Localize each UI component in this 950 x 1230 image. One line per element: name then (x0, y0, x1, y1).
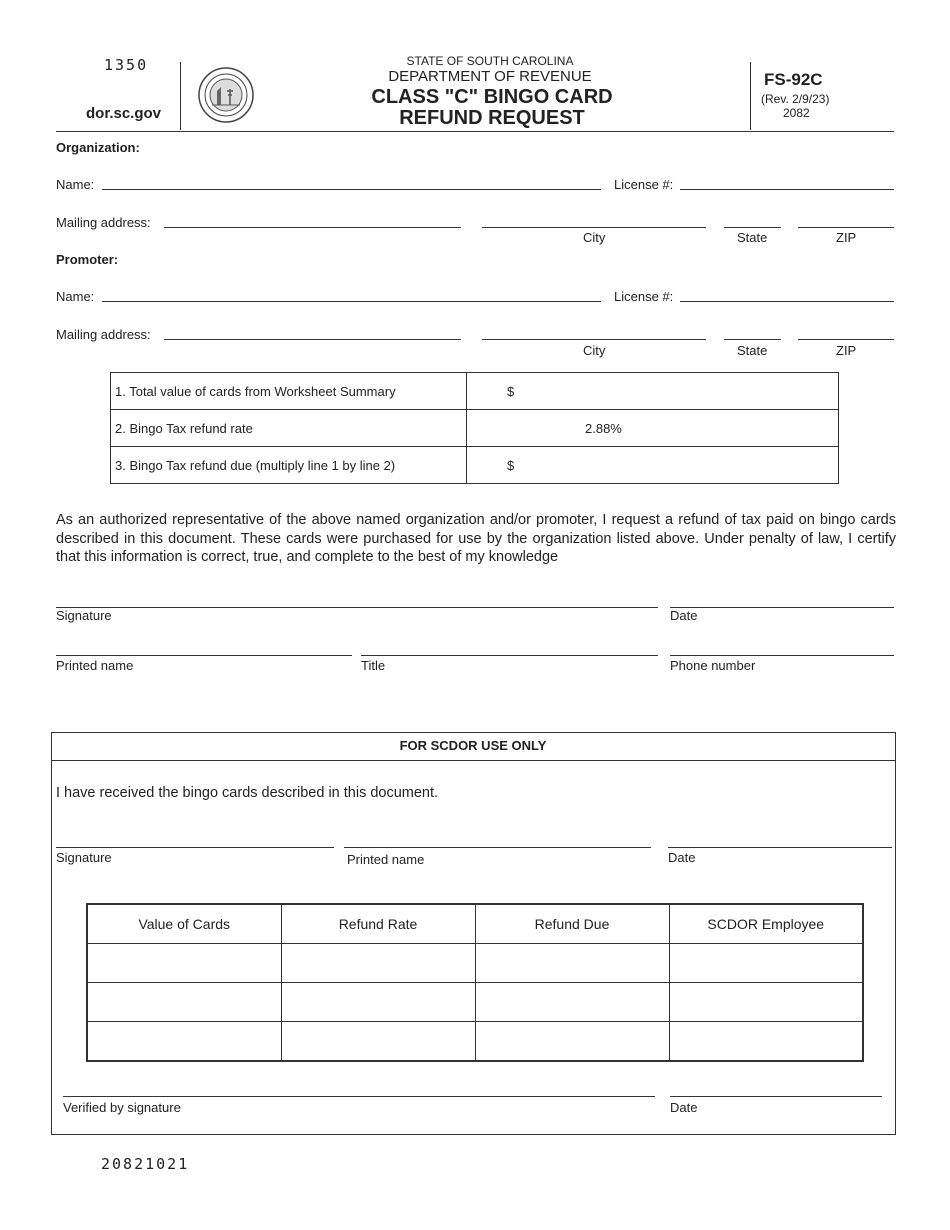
org-zip-label: ZIP (836, 230, 857, 245)
footer-barcode-number: 20821021 (101, 1155, 190, 1173)
office-signature-label: Signature (56, 850, 112, 865)
org-zip-field[interactable] (798, 227, 894, 228)
table-cell[interactable] (87, 1022, 281, 1062)
header-divider-left (180, 62, 181, 130)
org-name-field[interactable] (102, 189, 601, 190)
state-seal (197, 67, 255, 128)
table-cell[interactable] (475, 983, 669, 1022)
promoter-state-field[interactable] (724, 339, 781, 340)
promoter-city-label: City (583, 343, 606, 358)
promoter-zip-label: ZIP (836, 343, 857, 358)
promoter-state-label: State (737, 343, 768, 358)
table-cell[interactable] (281, 983, 475, 1022)
signature-label: Signature (56, 608, 112, 623)
table-cell[interactable] (87, 944, 281, 983)
state-name: STATE OF SOUTH CAROLINA (406, 54, 574, 68)
calc-line3-label: 3. Bingo Tax refund due (multiply line 1 by line 2) (111, 447, 467, 484)
department-name: DEPARTMENT OF REVENUE (388, 68, 592, 85)
col-value-of-cards: Value of Cards (87, 904, 281, 944)
org-license-field[interactable] (680, 189, 894, 190)
promoter-name-field[interactable] (102, 301, 601, 302)
office-printed-name-field[interactable] (344, 847, 651, 848)
office-received-text: I have received the bingo cards described in this document. (56, 785, 439, 801)
verified-signature-field[interactable] (63, 1096, 655, 1097)
refund-calculation-table (110, 372, 839, 484)
calc-row-3 (111, 447, 839, 484)
office-signature-field[interactable] (56, 847, 334, 848)
date-field[interactable] (670, 607, 894, 608)
header-rule (56, 131, 894, 132)
form-number: FS-92C (764, 70, 823, 89)
verified-date-field[interactable] (670, 1096, 882, 1097)
calc-line2-value: 2.88% (467, 410, 839, 447)
printed-name-label: Printed name (56, 658, 134, 673)
org-address-field[interactable] (164, 227, 461, 228)
col-refund-rate: Refund Rate (281, 904, 475, 944)
office-use-header-rule (51, 760, 895, 761)
website: dor.sc.gov (86, 105, 162, 122)
signature-field[interactable] (56, 607, 658, 608)
calc-row-1 (111, 373, 839, 410)
certification-text: As an authorized representative of the above named organization and/or promoter, I request a refund of tax paid on bingo cards described in this document. These cards were purchased for use by the organization listed above. Under penalty of law, I certify that this information is correct, true, and complete to the best of my knowledge (56, 512, 896, 565)
office-printed-name-label: Printed name (347, 852, 425, 867)
promoter-name-label: Name: (56, 289, 95, 304)
calc-line1-value[interactable]: $ (467, 373, 839, 410)
col-refund-due: Refund Due (475, 904, 669, 944)
calc-row-2 (111, 410, 839, 447)
calc-line2-label: 2. Bingo Tax refund rate (111, 410, 467, 447)
header-divider-right (750, 62, 751, 130)
calc-line3-value[interactable]: $ (467, 447, 839, 484)
office-use-heading: FOR SCDOR USE ONLY (399, 738, 547, 753)
form-code-top: 1350 (104, 56, 149, 74)
org-license-label: License #: (614, 177, 674, 192)
org-address-label: Mailing address: (56, 215, 151, 230)
table-cell[interactable] (281, 1022, 475, 1062)
org-city-field[interactable] (482, 227, 706, 228)
table-cell[interactable] (669, 983, 863, 1022)
office-date-field[interactable] (668, 847, 892, 848)
form-revision: (Rev. 2/9/23) (761, 92, 830, 106)
table-cell[interactable] (669, 944, 863, 983)
date-label: Date (670, 608, 698, 623)
table-cell[interactable] (669, 1022, 863, 1062)
table-cell[interactable] (475, 944, 669, 983)
title-label: Title (361, 658, 386, 673)
verified-date-label: Date (670, 1100, 698, 1115)
col-scdor-employee: SCDOR Employee (669, 904, 863, 944)
promoter-license-label: License #: (614, 289, 674, 304)
table-row (87, 983, 863, 1022)
table-row (87, 1022, 863, 1062)
table-cell[interactable] (87, 983, 281, 1022)
office-cards-table (86, 903, 864, 1062)
title-field[interactable] (361, 655, 658, 656)
promoter-address-field[interactable] (164, 339, 461, 340)
verified-signature-label: Verified by signature (63, 1100, 181, 1115)
office-table-header-row (87, 904, 863, 944)
org-city-label: City (583, 230, 606, 245)
org-state-label: State (737, 230, 768, 245)
form-title-line2: REFUND REQUEST (399, 107, 585, 129)
organization-heading: Organization: (56, 140, 140, 155)
phone-label: Phone number (670, 658, 756, 673)
calc-line1-label: 1. Total value of cards from Worksheet Summary (111, 373, 467, 410)
org-name-label: Name: (56, 177, 95, 192)
promoter-heading: Promoter: (56, 252, 119, 267)
office-date-label: Date (668, 850, 696, 865)
table-cell[interactable] (281, 944, 475, 983)
form-title-line1: CLASS "C" BINGO CARD (371, 86, 613, 108)
table-cell[interactable] (475, 1022, 669, 1062)
promoter-city-field[interactable] (482, 339, 706, 340)
phone-field[interactable] (670, 655, 894, 656)
form-id: 2082 (783, 106, 810, 120)
promoter-address-label: Mailing address: (56, 327, 151, 342)
table-row (87, 944, 863, 983)
printed-name-field[interactable] (56, 655, 352, 656)
org-state-field[interactable] (724, 227, 781, 228)
promoter-zip-field[interactable] (798, 339, 894, 340)
promoter-license-field[interactable] (680, 301, 894, 302)
